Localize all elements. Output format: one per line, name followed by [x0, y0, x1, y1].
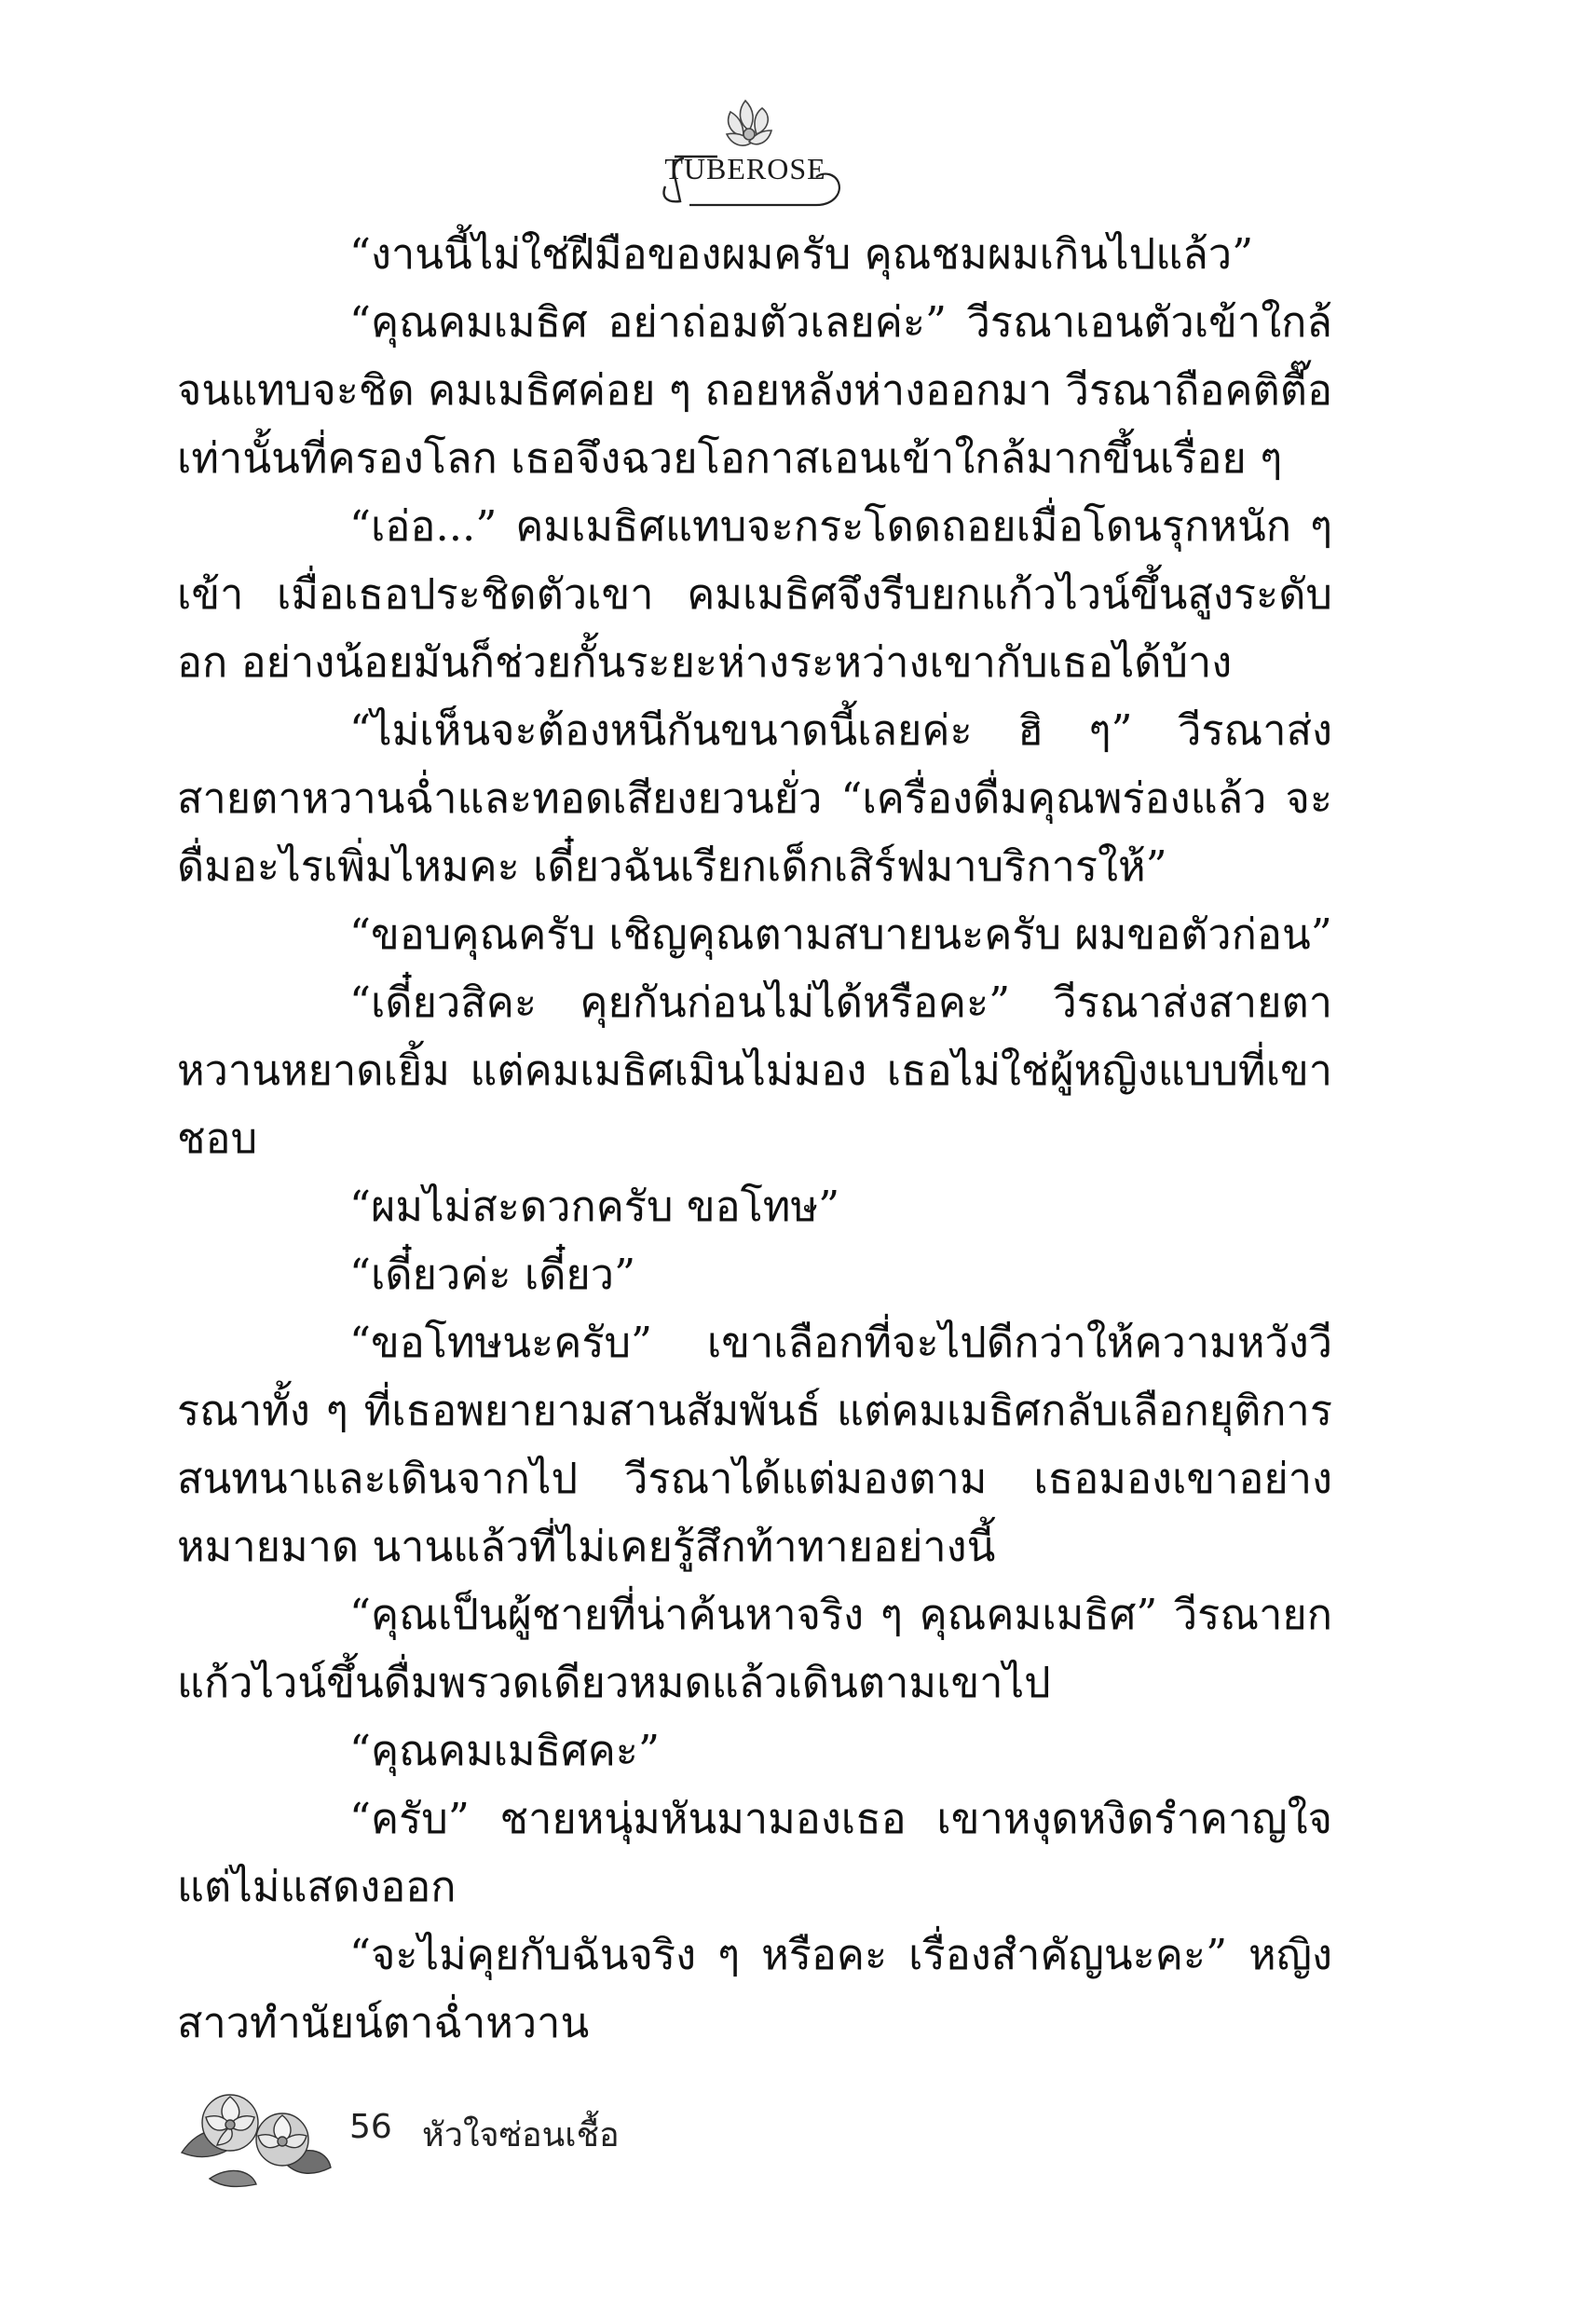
page-body [177, 220, 1332, 2057]
tuberose-logo [652, 93, 876, 210]
logo-text: TUBEROSE [664, 152, 826, 185]
paragraph-2: “คุณคมเมธิศ อย่าถ่อมตัวเลยค่ะ” วีรณาเอนตัวเข้าใกล้จนแทบจะชิด คมเมธิศค่อย ๆ ถอยหลังห่างออกมา วีรณาถือคติตื๊อเท่านั้นที่ครองโลก เธอจึงฉวยโอกาสเอนเข้าใกล้มากขึ้นเรื่อย ๆ [177, 297, 1332, 483]
paragraph-4: “ไม่เห็นจะต้องหนีกันขนาดนี้เลยค่ะ ฮิ ๆ” วีรณาส่งสายตาหวานฉ่ำและทอดเสียงยวนยั่ว “เครื่องดื่มคุณพร่องแล้ว จะดื่มอะไรเพิ่มไหมคะ เดี๋ยวฉันเรียกเด็กเสิร์ฟมาบริการให้” [177, 705, 1332, 891]
paragraph-9: “ขอโทษนะครับ” เขาเลือกที่จะไปดีกว่าให้ความหวังวีรณาทั้ง ๆ ที่เธอพยายามสานสัมพันธ์ แต่คมเมธิศกลับเลือกยุติการสนทนาและเดินจากไป วีรณาได้แต่มองตาม เธอมองเขาอย่างหมายมาด นานแล้วที่ไม่เคยรู้สึกท้าทายอย่างนี้ [177, 1318, 1332, 1571]
paragraph-3: “เอ่อ...” คมเมธิศแทบจะกระโดดถอยเมื่อโดนรุกหนัก ๆ เข้า เมื่อเธอประชิดตัวเขา คมเมธิศจึงรีบยกแก้วไวน์ขึ้นสูงระดับอก อย่างน้อยมันก็ช่วยกั้นระยะห่างระหว่างเขากับเธอได้บ้าง [177, 501, 1332, 687]
paragraph-10: “คุณเป็นผู้ชายที่น่าค้นหาจริง ๆ คุณคมเมธิศ” วีรณายกแก้วไวน์ขึ้นดื่มพรวดเดียวหมดแล้วเดินตามเขาไป [177, 1590, 1332, 1707]
flower-bouquet-icon [172, 2069, 335, 2190]
paragraph-5: “ขอบคุณครับ เชิญคุณตามสบายนะครับ ผมขอตัวก่อน” [349, 909, 1332, 959]
paragraph-13: “จะไม่คุยกับฉันจริง ๆ หรือคะ เรื่องสำคัญนะคะ” หญิงสาวทำนัยน์ตาฉ่ำหวาน [177, 1930, 1332, 2047]
paragraph-6: “เดี๋ยวสิคะ คุยกันก่อนไม่ได้หรือคะ” วีรณาส่งสายตาหวานหยาดเยิ้ม แต่คมเมธิศเมินไม่มอง เธอไม่ใช่ผู้หญิงแบบที่เขาชอบ [177, 978, 1332, 1163]
page-footer [172, 2069, 825, 2190]
paragraph-11: “คุณคมเมธิศคะ” [349, 1726, 660, 1775]
paragraph-1: “งานนี้ไม่ใช่ฝีมือของผมครับ คุณชมผมเกินไปแล้ว” [349, 229, 1254, 279]
page-number: 56 [349, 2108, 392, 2146]
paragraph-7: “ผมไม่สะดวกครับ ขอโทษ” [349, 1182, 840, 1231]
paragraph-12: “ครับ” ชายหนุ่มหันมามองเธอ เขาหงุดหงิดรำคาญใจแต่ไม่แสดงออก [177, 1794, 1332, 1911]
paragraph-8: “เดี๋ยวค่ะ เดี๋ยว” [349, 1250, 636, 1299]
book-title: หัวใจซ่อนเชื้อ [422, 2116, 620, 2154]
